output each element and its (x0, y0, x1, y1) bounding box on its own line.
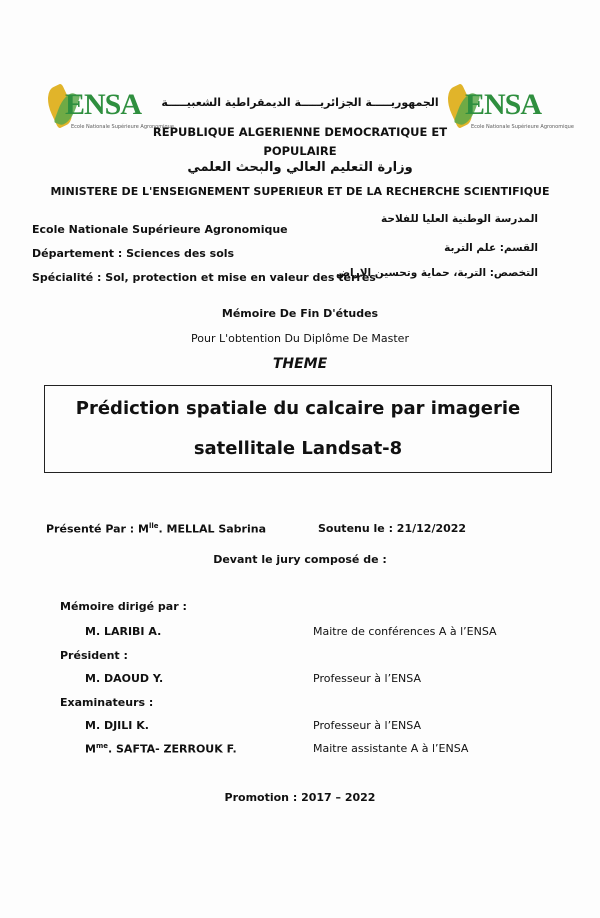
republic-title-line2: POPULAIRE (263, 144, 337, 158)
examiner1-name: M. DJILI K. (85, 719, 149, 732)
memoire-subtitle: Pour L'obtention Du Diplôme De Master (191, 332, 409, 345)
arabic-republic-title: الجمهوريـــــة الجزائريـــــة الديمقراطية الشعبيـــــة (161, 96, 439, 109)
president-title: Professeur à l’ENSA (313, 672, 421, 685)
president-label: Président : (60, 649, 128, 662)
examiner2-title: Maitre assistante A à l’ENSA (313, 742, 469, 755)
promotion: Promotion : 2017 – 2022 (224, 791, 376, 804)
department-arabic: القسم: علم التربة (444, 242, 538, 254)
director-title: Maitre de conférences A à l’ENSA (313, 625, 497, 638)
examiner2-name: $M^{me}$. SAFTA- ZERROUK F. (85, 742, 237, 756)
school-name-arabic: المدرسة الوطنية العليا للفلاحة (381, 213, 538, 225)
examiners-label: Examinateurs : (60, 696, 154, 709)
director-name: M. LARIBI A. (85, 625, 162, 638)
theme-title-line1: Prédiction spatiale du calcaire par imagerie (75, 398, 521, 419)
theme-title-line2: satellitale Landsat-8 (193, 438, 403, 459)
ministry-title: MINISTERE DE L'ENSEIGNEMENT SUPERIEUR ET DE LA RECHERCHE SCIENTIFIQUE (50, 185, 550, 198)
specialty-arabic: التخصص: التربة، حماية وتحسين الاراض (335, 267, 538, 279)
logo-text: ENSA (65, 88, 142, 121)
presented-by: Présenté Par : $M^{lle}$. MELLAL Sabrina (46, 522, 267, 536)
theme-label: THEME (272, 356, 328, 372)
department: Département : Sciences des sols (32, 247, 235, 260)
theme-box (44, 385, 552, 473)
school-name: Ecole Nationale Supérieure Agronomique (32, 223, 288, 236)
logo-tagline: Ecole Nationale Supérieure Agronomique (471, 124, 574, 130)
jury-intro: Devant le jury composé de : (213, 553, 387, 566)
director-label: Mémoire dirigé par : (60, 600, 187, 613)
arabic-ministry-title: وزارة التعليم العالي والبحث العلمي (187, 160, 413, 175)
logo-tagline: Ecole Nationale Supérieure Agronomique (71, 124, 174, 130)
president-name: M. DAOUD Y. (85, 672, 164, 685)
defense-date: Soutenu le : 21/12/2022 (318, 522, 467, 535)
examiner1-title: Professeur à l’ENSA (313, 719, 421, 732)
logo-text: ENSA (465, 88, 542, 121)
republic-title-line1: REPUBLIQUE ALGERIENNE DEMOCRATIQUE ET (152, 125, 448, 139)
specialty: Spécialité : Sol, protection et mise en valeur des terres (32, 271, 376, 284)
memoire-title: Mémoire De Fin D'études (221, 307, 379, 320)
